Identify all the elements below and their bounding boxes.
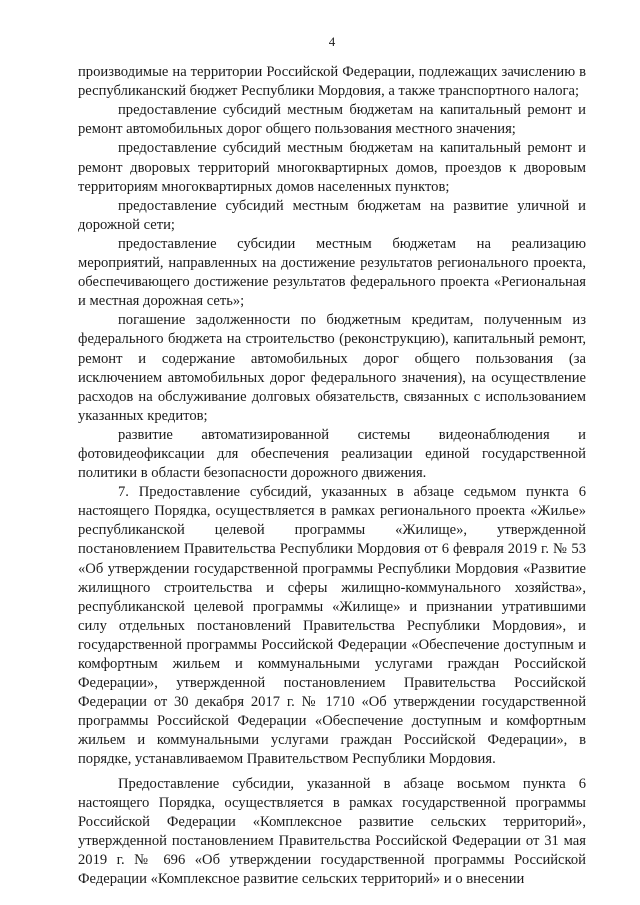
paragraph: погашение задолженности по бюджетным кредитам, полученным из федерального бюджета на строительство (реконструкцию), капитальный ремонт, ремонт и содержание автомобильных дорог общего пользования (за исключением автомобильных дорог федерального значения), на осуществление расходов на обслуживание долговых обязательств, связанных с использованием указанных кредитов;	[78, 312, 586, 424]
paragraph: развитие автоматизированной системы видеонаблюдения и фотовидеофиксации для обеспечения реализации единой государственной политики в области безопасности дорожного движения.	[78, 426, 586, 482]
paragraph: предоставление субсидий местным бюджетам на капитальный ремонт и ремонт дворовых территорий многоквартирных домов, проездов к дворовым территориям многоквартирных домов населенных пунктов;	[78, 140, 586, 195]
paragraph: производимые на территории Российской Федерации, подлежащих зачислению в республиканский бюджет Республики Мордовия, а также транспортного налога;	[78, 64, 586, 100]
document-body	[78, 63, 586, 889]
page-number: 4	[328, 34, 336, 49]
paragraph: 7. Предоставление субсидий, указанных в абзаце седьмом пункта 6 настоящего Порядка, осуществляется в рамках регионального проекта «Жилье» республиканской целевой программы «Жилище», утвержденной постановлением Правительства Республики Мордовия от 6 февраля 2019 г. № 53 «Об утверждении государственной программы Республики Мордовия «Развитие жилищного строительства и сферы жилищно-коммунального хозяйства», республиканской целевой программы «Жилище» и признании утратившими силу отдельных постановлений Правительства Республики Мордовия», и государственной программы Российской Федерации «Обеспечение доступным и комфортным жильем и коммунальными услугами граждан Российской Федерации», утвержденной постановлением Правительства Российской Федерации от 30 декабря 2017 г. № 1710 «Об утверждении государственной программы Российской Федерации «Обеспечение доступным и комфортным жильем и коммунальными услугами граждан Российской Федерации», в порядке, устанавливаемом Правительством Республики Мордовия.	[78, 484, 586, 768]
paragraph: предоставление субсидии местным бюджетам на реализацию мероприятий, направленных на достижение результатов регионального проекта, обеспечивающего достижение результатов федерального проекта «Региональная и местная дорожная сеть»;	[78, 235, 586, 310]
paragraph: предоставление субсидий местным бюджетам на развитие уличной и дорожной сети;	[78, 197, 586, 233]
paragraph: Предоставление субсидии, указанной в абзаце восьмом пункта 6 настоящего Порядка, осуществляется в рамках государственной программы Российской Федерации «Комплексное развитие сельских территорий», утвержденной постановлением Правительства Российской Федерации от 31 мая 2019 г. № 696 «Об утверждении государственной программы Российской Федерации «Комплексное развитие сельских территорий» и о внесении	[78, 775, 586, 888]
paragraph: предоставление субсидий местным бюджетам на капитальный ремонт и ремонт автомобильных дорог общего пользования местного значения;	[78, 102, 586, 138]
